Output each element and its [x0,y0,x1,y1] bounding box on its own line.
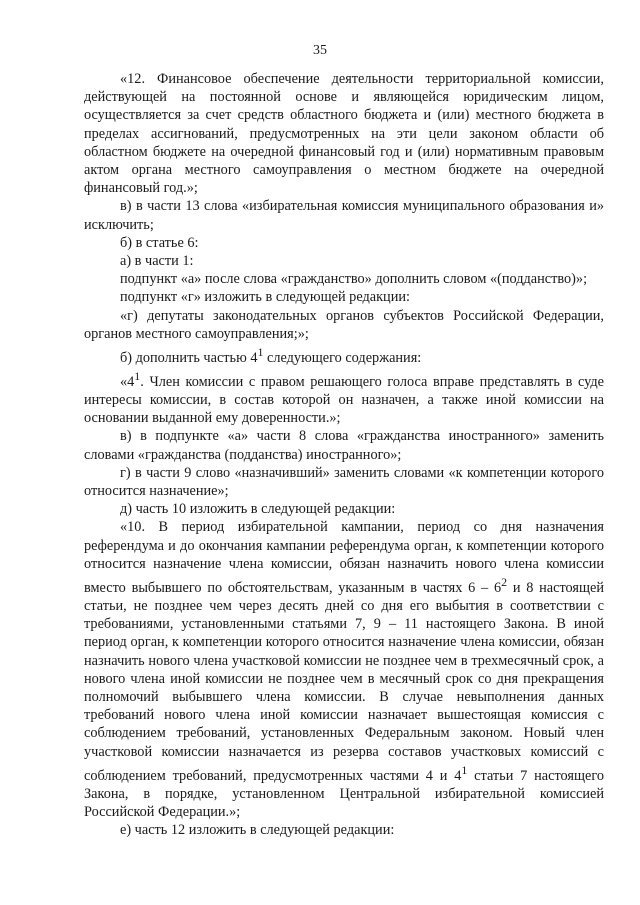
paragraph-subpoint-a: подпункт «а» после слова «гражданство» дополнить словом «(подданство)»; [120,271,588,288]
paragraph-e-part12: е) часть 12 изложить в следующей редакции: [120,822,395,839]
text-run: «10. В период избирательной кампании, период со дня назначения референдума и до окончания кампании референдума орган, к компетенции которого относится назначение члена комиссии, обязан назначить нового члена комиссии вместо выбывшего по обстоятельствам, указанным в частях 6 – 6 [84,519,604,596]
paragraph-v-part8: в) в подпункте «а» части 8 слова «гражданства иностранного» заменить словами «гражданства (подданства) иностранного»; [84,428,604,463]
document-body [84,70,604,839]
paragraph-b-article6: б) в статье 6: [120,234,199,251]
superscript: 1 [134,369,141,384]
page-number: 35 [313,43,327,58]
text-run: статьи 7 настоящего Закона, в порядке, установленном Центральной избирательной комиссией Российской Федерации.»; [84,767,605,820]
paragraph-12-financing: «12. Финансовое обеспечение деятельности территориальной комиссии, действующей на постоянной основе и являющейся юридическим лицом, осуществляется за счет средств областного бюджета и (или) местного бюджета в пределах ассигнований, предусмотренных на эти цели законом области об областном бюджете на очередной финансовый год и (или) нормативным правовым актом органа местного самоуправления о местном бюджете на очередной финансовый год.»; [84,71,604,197]
text-run: «4 [120,373,135,390]
paragraph-d-part10: д) часть 10 изложить в следующей редакции: [120,501,396,518]
text-run: б) дополнить частью 4 [120,349,258,366]
text-run: . Член комиссии с правом решающего голоса вправе представлять в суде интересы комиссии, в состав которой он назначен, а также иной комиссии на основании выданной ему доверенности.»; [84,373,604,427]
text-run: и 8 настоящей статьи, не позднее чем через десять дней со дня его выбытия в соответствии с требованиями, установленными статьями 7, 9 – 11 настоящего Закона. В иной период орган, к компетенции которого относится назначение члена комиссии, обязан назначить нового члена участковой комиссии не позднее чем в трехмесячный срок, а нового члена иной комиссии не позднее чем в месячный срок со дня прекращения полномочий выбывшего члена комиссии. В случае невыполнения данных требований нового члена иной комиссии назначает вышестоящая комиссия с соблюдением требований, установленных Федеральным законом. Новый член участковой комиссии назначается из резерва составов участковых комиссий с соблюдением требований, предусмотренных частями 4 и 4 [84,579,604,784]
paragraph-subpoint-g: подпункт «г» изложить в следующей редакции: [120,289,410,306]
text-run: следующего содержания: [263,349,422,366]
superscript: 2 [501,575,508,590]
paragraph-4-1-member [84,367,604,427]
paragraph-g-part9: г) в части 9 слово «назначивший» заменить словами «к компетенции которого относится назначение»; [84,464,604,499]
paragraph-v-part13: в) в части 13 слова «избирательная комиссия муниципального образования и» исключить; [84,198,604,233]
paragraph-b-part4-1 [84,343,604,367]
paragraph-a-part1: а) в части 1: [120,253,194,270]
paragraph-g-deputies: «г) депутаты законодательных органов субъектов Российской Федерации, органов местного самоуправления;»; [84,307,604,342]
superscript: 1 [461,762,468,777]
paragraph-10-election-period [84,518,604,821]
superscript: 1 [257,345,264,360]
